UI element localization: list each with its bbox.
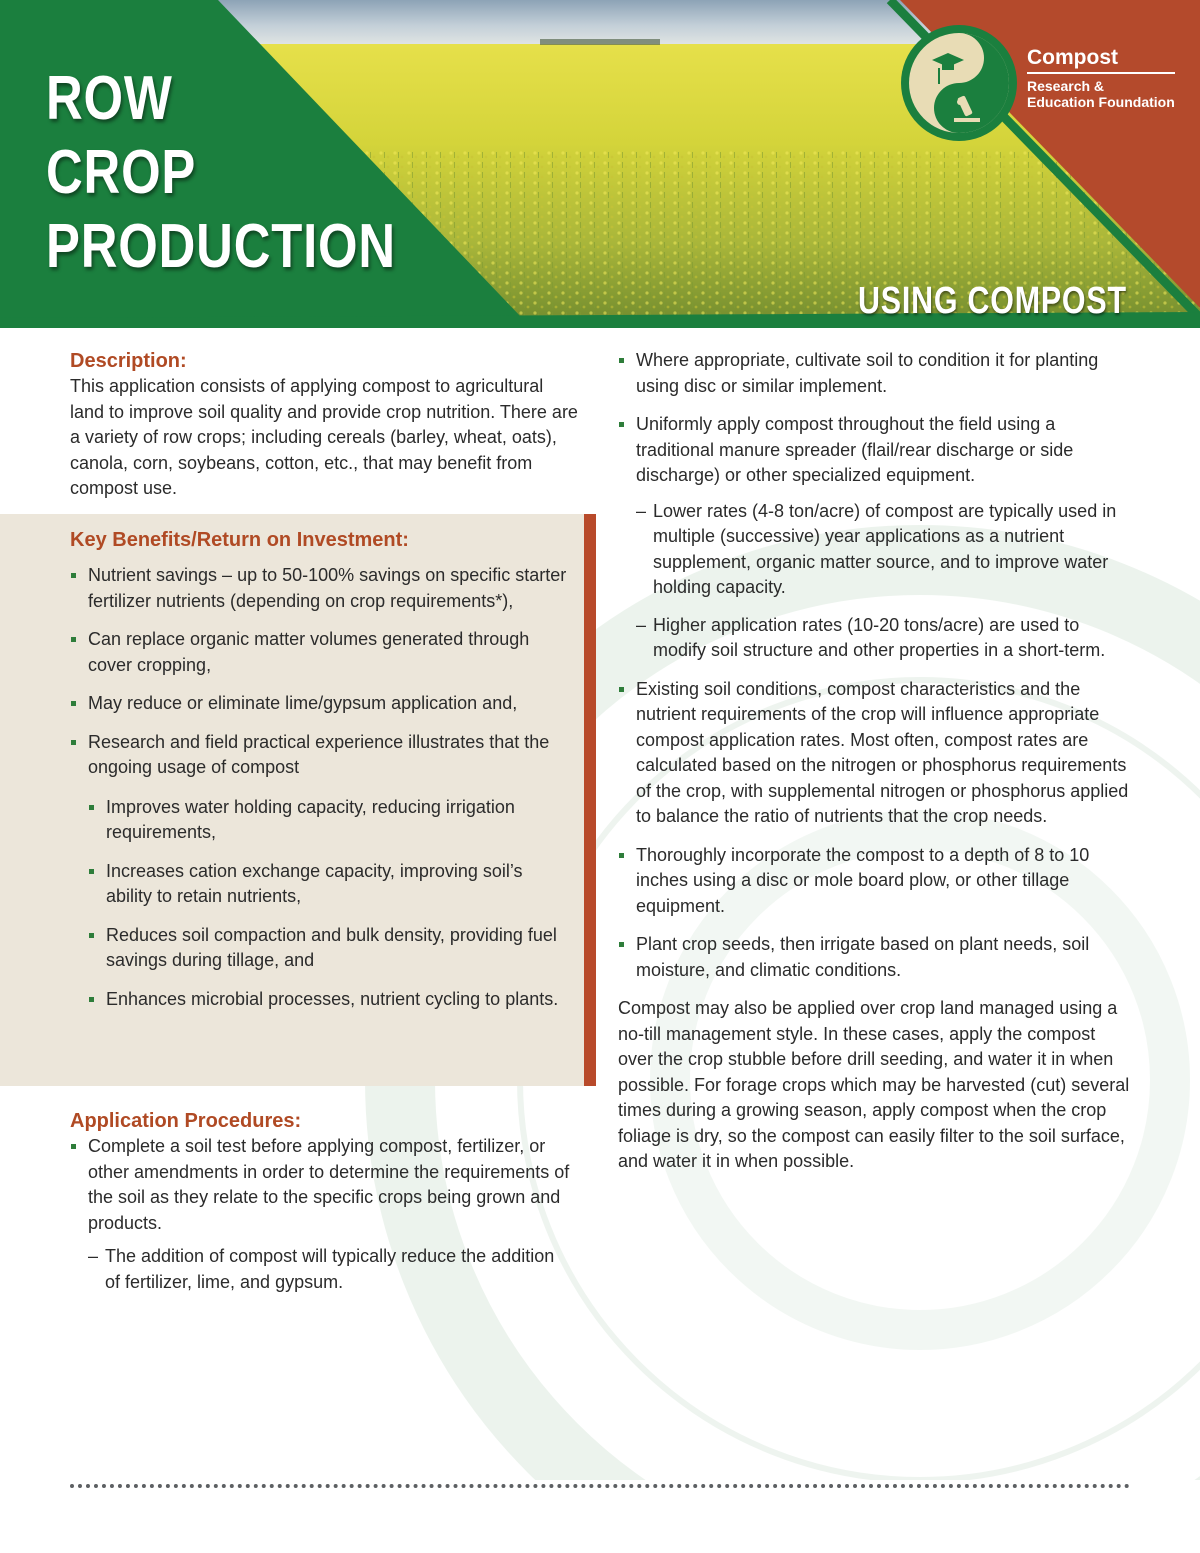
rates-sub-list (636, 499, 1132, 664)
benefits-panel-rule (584, 514, 596, 1086)
title-line-2: CROP (46, 138, 197, 207)
title-line-3: PRODUCTION (46, 212, 396, 281)
logo-text (1027, 46, 1175, 110)
benefits-sub-list (88, 795, 570, 1013)
header-banner (0, 0, 1200, 328)
logo-name: Compost (1027, 46, 1175, 74)
closing-paragraph: Compost may also be applied over crop land managed using a no-till management style. In these cases, apply the compost over the crop stubble before drill seeding, and water it in when possible. For forage crops which may be harvested (cut) several times during a growing season, apply compost when the crop foliage is dry, so the compost can easily filter to the soil surface, and water it in when possible. (618, 998, 1130, 1171)
list-item: Where appropriate, cultivate soil to condition it for planting using disc or similar implement. (618, 348, 1132, 399)
page-title (46, 62, 396, 284)
list-item: Can replace organic matter volumes generated through cover cropping, (70, 627, 570, 678)
list-item: Improves water holding capacity, reducing irrigation requirements, (88, 795, 570, 846)
description-text: This application consists of applying compost to agricultural land to improve soil quality and provide crop nutrition. There are a variety of row crops; including cereals (barley, wheat, oats), canola, corn, soybeans, cotton, etc., that may benefit from compost use. (70, 376, 578, 498)
benefits-list (70, 563, 570, 1012)
list-item-text: Research and field practical experience illustrates that the ongoing usage of compost (88, 731, 550, 777)
list-item: Plant crop seeds, then irrigate based on plant needs, soil moisture, and climatic conditions. (618, 932, 1132, 983)
procedures-sub-list (88, 1244, 570, 1295)
list-item: – The addition of compost will typically reduce the addition of fertilizer, lime, and gypsum. (88, 1244, 570, 1295)
list-item: – Lower rates (4-8 ton/acre) of compost are typically used in multiple (successive) year applications as a nutrient supplement, organic matter source, and to improve water holding capacity. (636, 499, 1132, 601)
title-line-1: ROW (46, 64, 173, 133)
compost-foundation-logo-icon (898, 22, 1020, 144)
list-item: Increases cation exchange capacity, improving soil’s ability to retain nutrients, (88, 859, 570, 910)
list-item (618, 412, 1132, 664)
list-item: Existing soil conditions, compost characteristics and the nutrient requirements of the crop will influence appropriate compost application rates. Most often, compost rates are calculated based on the nitrogen or phosphorus requirements of the crop, with supplemental nitrogen or phosphorus applied to balance the ratio of nutrients that the crop needs. (618, 677, 1132, 830)
logo-sub-line-2: Education Foundation (1027, 94, 1175, 110)
benefits-heading: Key Benefits/Return on Investment: (70, 529, 409, 551)
list-item: – Higher application rates (10-20 tons/acre) are used to modify soil structure and other properties in a short-term. (636, 613, 1132, 664)
list-item-text: Complete a soil test before applying compost, fertilizer, or other amendments in order to determine the requirements of the soil as they relate to the specific crops being grown and products. (88, 1136, 570, 1233)
list-item: Reduces soil compaction and bulk density, providing fuel savings during tillage, and (88, 923, 570, 974)
footer-divider (70, 1484, 1130, 1488)
benefits-section (70, 527, 570, 1025)
procedures-section (70, 1108, 570, 1308)
procedures-right-list (618, 348, 1132, 983)
description-heading: Description: (70, 350, 187, 372)
list-item: Nutrient savings – up to 50-100% savings on specific starter fertilizer nutrients (depending on crop requirements*), (70, 563, 570, 614)
list-item: May reduce or eliminate lime/gypsum application and, (70, 691, 570, 717)
list-item: Thoroughly incorporate the compost to a depth of 8 to 10 inches using a disc or mole board plow, or other tillage equipment. (618, 843, 1132, 920)
list-item (70, 730, 570, 1013)
list-item: Enhances microbial processes, nutrient cycling to plants. (88, 987, 570, 1013)
procedures-heading: Application Procedures: (70, 1110, 302, 1132)
description-section (70, 348, 582, 502)
list-item-text: Uniformly apply compost throughout the field using a traditional manure spreader (flail/rear discharge or side discharge) or other specialized equipment. (636, 414, 1074, 485)
page-subtitle: USING COMPOST (858, 280, 1127, 322)
list-item (70, 1134, 570, 1295)
procedures-continued (618, 348, 1132, 1175)
procedures-list (70, 1134, 570, 1295)
logo-sub-line-1: Research & (1027, 78, 1105, 94)
